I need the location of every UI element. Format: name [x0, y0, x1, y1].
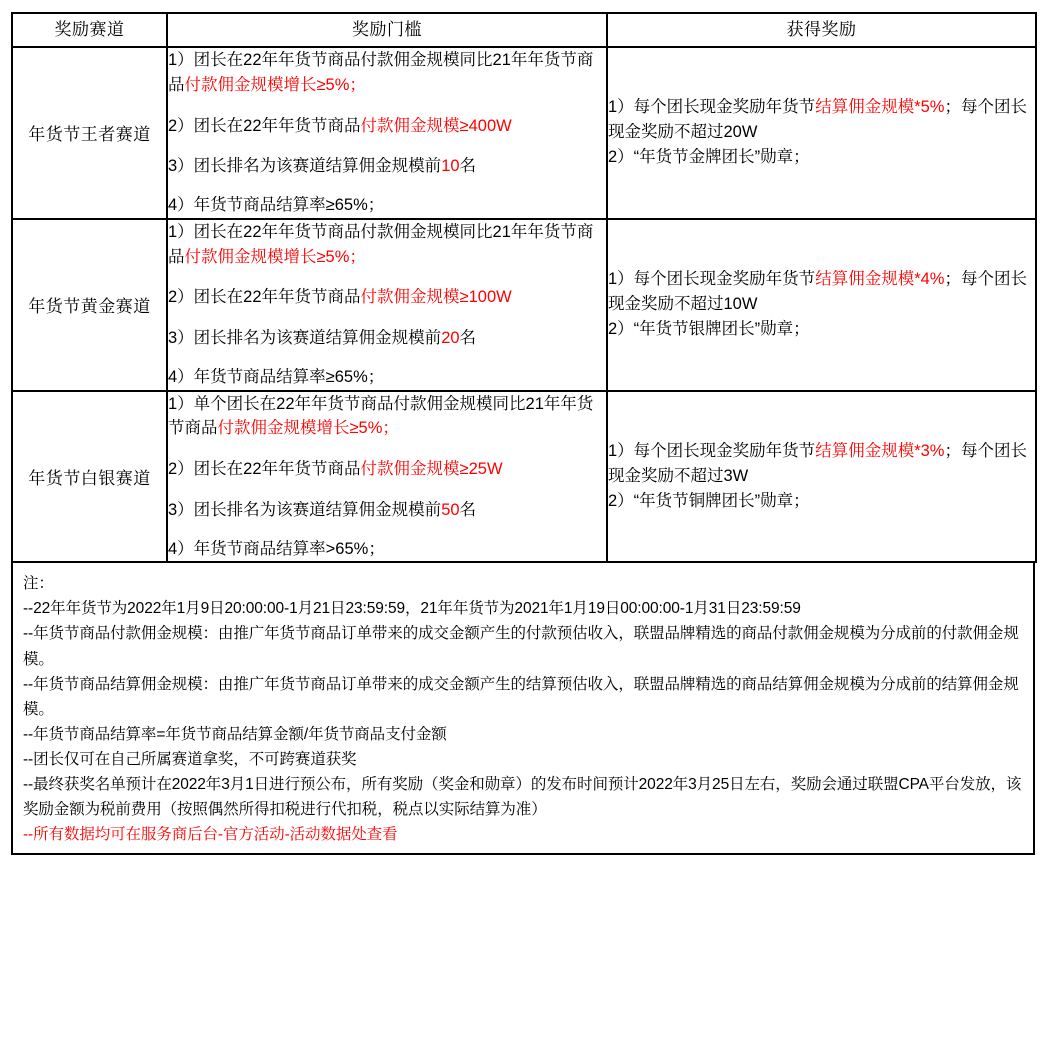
condition-suffix: 名 [459, 329, 477, 347]
reward-suffix: ；每个团长现金奖励不超过3W [608, 441, 1027, 485]
note-line: --年货节商品付款佣金规模：由推广年货节商品订单带来的成交金额产生的付款预估收入，联盟品牌精选的商品付款佣金规模为分成前的付款佣金规模。 [23, 625, 1019, 668]
condition-item [168, 326, 606, 351]
reward-item [608, 317, 1035, 342]
reward-suffix: ；每个团长现金奖励不超过10W [608, 270, 1027, 314]
condition-suffix: 名 [459, 157, 477, 176]
table-header-row [12, 13, 1036, 47]
note-line: --22年年货节为2022年1月9日20:00:00-1月21日23:59:59，21年年货节为2021年1月19日00:00:00-1月31日23:59:59 [23, 600, 801, 618]
reward-item [608, 267, 1035, 317]
reward-highlight: 结算佣金规模*3% [815, 441, 945, 460]
condition-item [168, 365, 606, 390]
table-body [12, 47, 1036, 562]
reward-suffix: ；每个团长现金奖励不超过20W [608, 98, 1027, 142]
condition-text: 1）团长在22年年货节商品付款佣金规模同比21年年货节商品 [168, 51, 594, 94]
reward-item [608, 489, 1035, 514]
table-row [12, 219, 1036, 391]
reward-text: 1）每个团长现金奖励年货节 [608, 98, 816, 117]
condition-item [168, 48, 606, 98]
condition-highlight: 50 [441, 500, 460, 519]
note-line-highlight: --所有数据均可在服务商后台-官方活动-活动数据处查看 [23, 826, 398, 844]
reward-cell [607, 47, 1036, 219]
reward-highlight: 结算佣金规模*4% [815, 270, 945, 288]
reward-text: 2）“年货节金牌团长”勋章； [608, 148, 810, 167]
reward-text: 2）“年货节银牌团长”勋章； [608, 320, 810, 339]
column-header-reward: 获得奖励 [607, 13, 1036, 47]
threshold-cell [167, 219, 607, 391]
condition-item [168, 457, 606, 482]
condition-highlight: 付款佣金规模增长≥5%； [184, 247, 366, 266]
condition-highlight: 付款佣金规模≥100W [360, 288, 512, 307]
condition-highlight: 付款佣金规模增长≥5%； [184, 75, 366, 94]
condition-item [168, 114, 606, 139]
reward-rules-table [11, 12, 1037, 563]
reward-item [608, 95, 1035, 145]
table-row [12, 391, 1036, 563]
condition-text: 3）团长排名为该赛道结算佣金规模前 [168, 329, 442, 347]
track-cell: 年货节白银赛道 [12, 391, 167, 563]
condition-text: 3）团长排名为该赛道结算佣金规模前 [168, 157, 442, 176]
condition-text: 4）年货节商品结算率≥65%； [168, 367, 385, 386]
note-line: --年货节商品结算佣金规模：由推广年货节商品订单带来的成交金额产生的结算预估收入，联盟品牌精选的商品结算佣金规模为分成前的结算佣金规模。 [23, 675, 1019, 718]
reward-text: 1）每个团长现金奖励年货节 [608, 270, 816, 288]
condition-item [168, 498, 606, 523]
condition-item [168, 154, 606, 179]
notes-section [11, 563, 1035, 855]
condition-item [168, 537, 606, 562]
condition-text: 1）单个团长在22年年货节商品付款佣金规模同比21年年货节商品 [168, 394, 594, 438]
condition-text: 1）团长在22年年货节商品付款佣金规模同比21年年货节商品 [168, 222, 594, 266]
condition-highlight: 付款佣金规模≥400W [360, 116, 512, 135]
condition-text: 2）团长在22年年货节商品 [168, 116, 361, 135]
condition-highlight: 付款佣金规模≥25W [360, 460, 503, 478]
track-cell: 年货节王者赛道 [12, 47, 167, 219]
reward-cell [607, 219, 1036, 391]
table-header [12, 13, 1036, 47]
condition-text: 2）团长在22年年货节商品 [168, 288, 361, 307]
condition-item [168, 220, 606, 270]
reward-highlight: 结算佣金规模*5% [815, 98, 945, 117]
condition-highlight: 20 [441, 329, 460, 347]
reward-item [608, 439, 1035, 489]
condition-text: 2）团长在22年年货节商品 [168, 460, 361, 478]
condition-item [168, 193, 606, 218]
condition-highlight: 付款佣金规模增长≥5%； [217, 419, 399, 438]
condition-text: 4）年货节商品结算率>65%； [168, 539, 385, 558]
threshold-cell [167, 391, 607, 563]
reward-cell [607, 391, 1036, 563]
reward-item [608, 145, 1035, 170]
condition-text: 3）团长排名为该赛道结算佣金规模前 [168, 500, 442, 519]
condition-item [168, 392, 606, 442]
table-row [12, 47, 1036, 219]
condition-highlight: 10 [441, 157, 460, 176]
note-line: --团长仅可在自己所属赛道拿奖，不可跨赛道获奖 [23, 751, 357, 769]
condition-item [168, 285, 606, 310]
condition-suffix: 名 [459, 500, 477, 519]
note-line: --最终获奖名单预计在2022年3月1日进行预公布，所有奖励（奖金和勋章）的发布时间预计2022年3月25日左右，奖励会通过联盟CPA平台发放，该奖励金额为税前费用（按照偶然所得扣税进行代扣税，税点以实际结算为准） [23, 776, 1022, 819]
note-line: --年货节商品结算率=年货节商品结算金额/年货节商品支付金额 [23, 725, 447, 743]
reward-text: 1）每个团长现金奖励年货节 [608, 441, 816, 460]
condition-text: 4）年货节商品结算率≥65%； [168, 196, 385, 214]
column-header-threshold: 奖励门槛 [167, 13, 607, 47]
reward-text: 2）“年货节铜牌团长”勋章； [608, 491, 810, 510]
column-header-track: 奖励赛道 [12, 13, 167, 47]
track-cell: 年货节黄金赛道 [12, 219, 167, 391]
notes-title: 注： [23, 575, 54, 593]
threshold-cell [167, 47, 607, 219]
